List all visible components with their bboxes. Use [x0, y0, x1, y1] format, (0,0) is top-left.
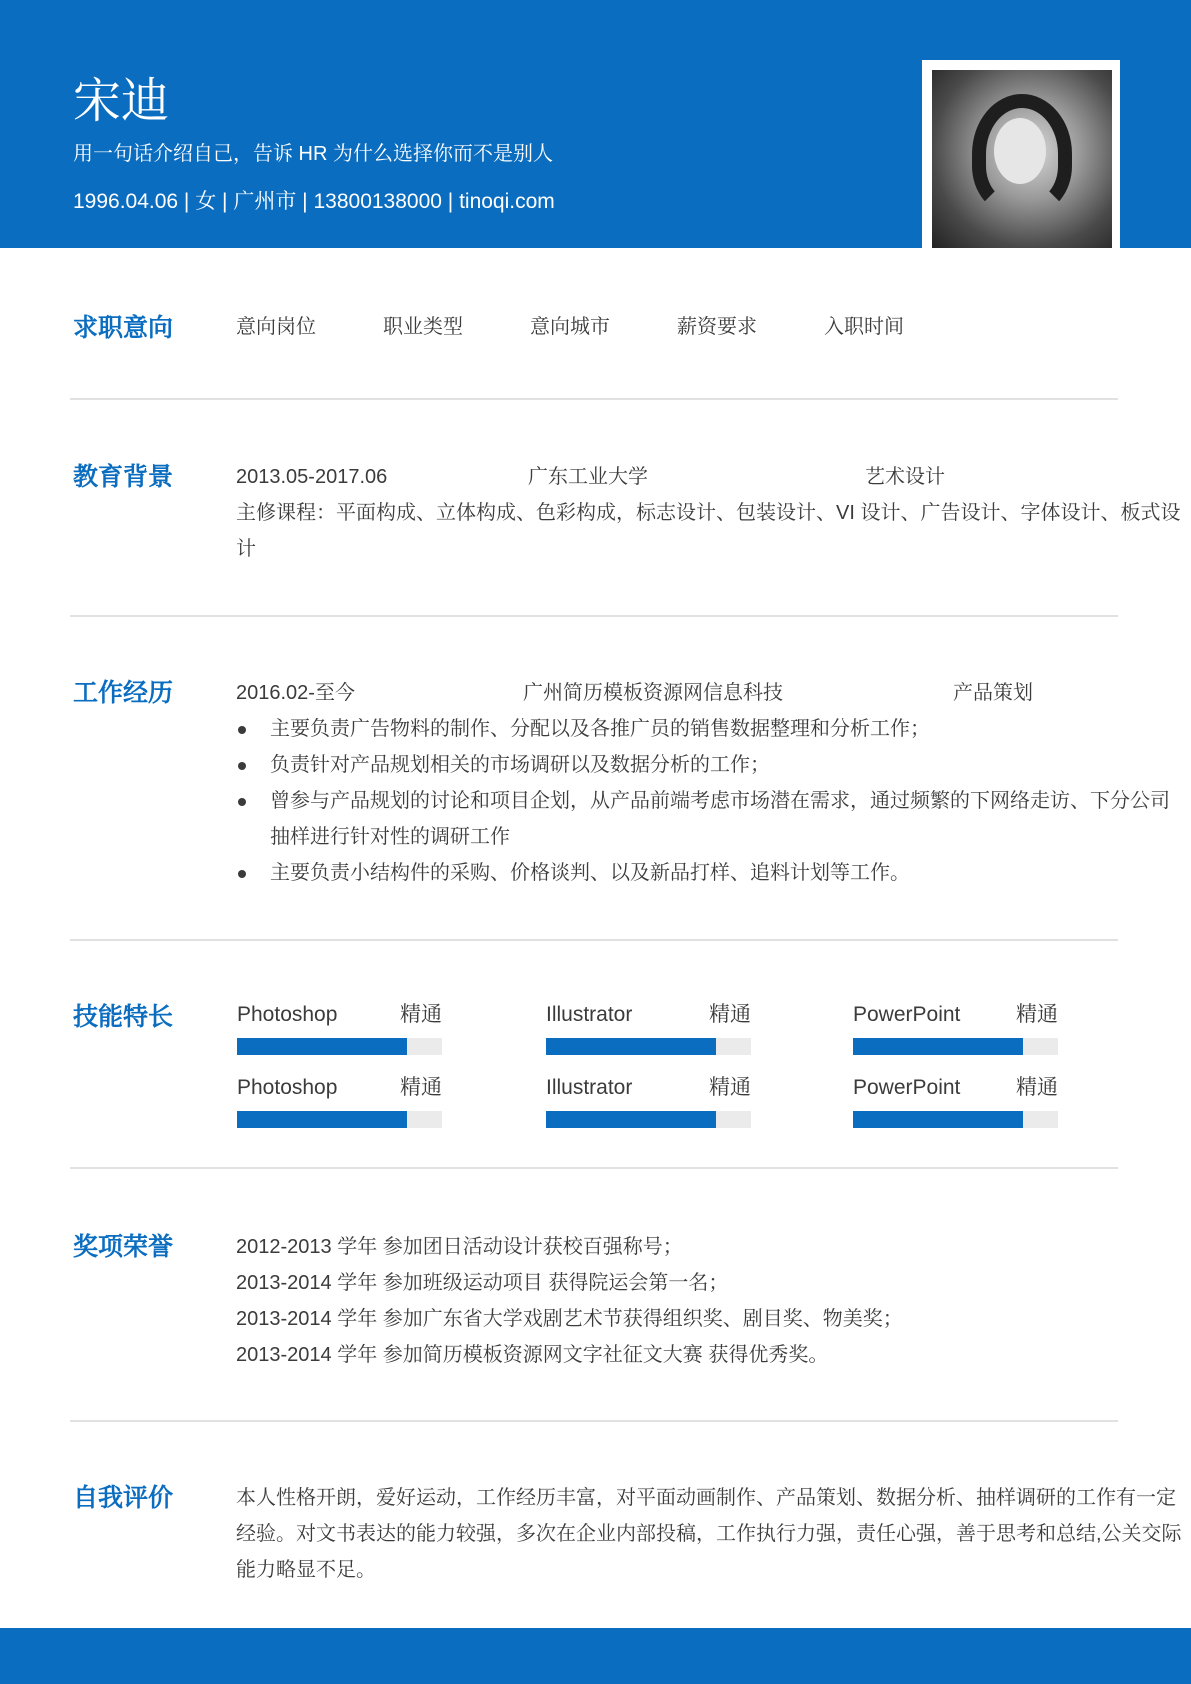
skill-item [237, 1073, 442, 1129]
divider [70, 1167, 1118, 1169]
skill-level: 精通 [709, 1003, 751, 1026]
work-period: 2016.02-至今 [236, 682, 355, 704]
list-item: 2012-2013 学年 参加团日活动设计获校百强称号； [236, 1236, 683, 1258]
skill-name: PowerPoint [853, 1003, 961, 1026]
skill-bar-fill [546, 1111, 716, 1128]
photo-frame [922, 60, 1120, 248]
skill-level: 精通 [1016, 1076, 1058, 1099]
divider [70, 615, 1118, 617]
skill-bar [853, 1038, 1058, 1055]
education-courses: 主修课程：平面构成、立体构成、色彩构成，标志设计、包装设计、VI 设计、广告设计、字体设计、板式设计 [236, 502, 1181, 560]
skill-level: 精通 [709, 1076, 751, 1099]
skill-item [546, 1000, 751, 1056]
bullet-icon [238, 870, 246, 878]
skill-bar [237, 1111, 442, 1128]
skill-name: PowerPoint [853, 1076, 961, 1099]
bullet-icon [238, 726, 246, 734]
skill-bar-fill [237, 1111, 407, 1128]
skill-item [546, 1073, 751, 1129]
section-title-self-eval: 自我评价 [73, 1484, 174, 1512]
section-title-job-intent: 求职意向 [73, 314, 174, 342]
footer-bar [0, 1628, 1191, 1684]
list-item: 主要负责小结构件的采购、价格谈判、以及新品打样、追料计划等工作。 [236, 855, 1186, 891]
skill-bar-fill [237, 1038, 407, 1055]
list-item: 主要负责广告物料的制作、分配以及各推广员的销售数据整理和分析工作； [236, 711, 1186, 747]
job-intent-position: 意向岗位 [236, 316, 316, 338]
skill-bar-fill [853, 1111, 1023, 1128]
work-company: 广州简历模板资源网信息科技 [523, 682, 783, 704]
skill-name: Photoshop [237, 1076, 338, 1099]
skill-level: 精通 [400, 1003, 442, 1026]
skill-bar [853, 1111, 1058, 1128]
section-title-awards: 奖项荣誉 [73, 1233, 174, 1261]
section-title-skills: 技能特长 [73, 1003, 174, 1031]
skill-bar [546, 1111, 751, 1128]
profile-photo [932, 70, 1112, 248]
skill-level: 精通 [1016, 1003, 1058, 1026]
skill-name: Illustrator [546, 1003, 633, 1026]
job-intent-section [73, 311, 1118, 351]
skill-bar-fill [546, 1038, 716, 1055]
education-major: 艺术设计 [865, 466, 945, 488]
work-section [73, 676, 1170, 896]
section-title-education: 教育背景 [73, 463, 174, 491]
skill-item [853, 1073, 1058, 1129]
job-intent-type: 职业类型 [383, 316, 463, 338]
bullet-icon [238, 762, 246, 770]
divider [70, 398, 1118, 400]
self-eval-section [73, 1481, 1182, 1601]
skill-name: Illustrator [546, 1076, 633, 1099]
list-item: 负责针对产品规划相关的市场调研以及数据分析的工作； [236, 747, 1186, 783]
applicant-name: 宋迪 [73, 75, 170, 128]
skill-item [237, 1000, 442, 1056]
work-position: 产品策划 [953, 682, 1033, 704]
self-eval-text: 本人性格开朗，爱好运动，工作经历丰富，对平面动画制作、产品策划、数据分析、抽样调研的工作有一定经验。对文书表达的能力较强，多次在企业内部投稿，工作执行力强，责任心强，善于思考和总结,公关交际能力略显不足。 [236, 1487, 1182, 1581]
job-intent-start: 入职时间 [824, 316, 904, 338]
skill-bar-fill [853, 1038, 1023, 1055]
bullet-icon [238, 798, 246, 806]
resume-header [0, 0, 1191, 248]
contact-info: 1996.04.06 | 女 | 广州市 | 13800138000 | tinoqi.com [73, 190, 555, 213]
tagline: 用一句话介绍自己，告诉 HR 为什么选择你而不是别人 [73, 143, 553, 165]
skill-name: Photoshop [237, 1003, 338, 1026]
list-item: 曾参与产品规划的讨论和项目企划，从产品前端考虑市场潜在需求，通过频繁的下网络走访、下分公司抽样进行针对性的调研工作 [236, 783, 1186, 855]
skill-bar [546, 1038, 751, 1055]
awards-section [73, 1230, 1118, 1380]
job-intent-salary: 薪资要求 [677, 316, 757, 338]
work-duties-list [236, 711, 1186, 891]
list-item: 2013-2014 学年 参加广东省大学戏剧艺术节获得组织奖、剧目奖、物美奖； [236, 1308, 903, 1330]
education-period: 2013.05-2017.06 [236, 466, 388, 488]
list-item: 2013-2014 学年 参加简历模板资源网文字社征文大赛 获得优秀奖。 [236, 1344, 829, 1366]
divider [70, 939, 1118, 941]
skill-level: 精通 [400, 1076, 442, 1099]
skills-section [73, 1000, 1118, 1130]
awards-list [236, 1229, 1186, 1373]
list-item: 2013-2014 学年 参加班级运动项目 获得院运会第一名； [236, 1272, 729, 1294]
skill-item [853, 1000, 1058, 1056]
skill-bar [237, 1038, 442, 1055]
job-intent-city: 意向城市 [530, 316, 610, 338]
education-section [73, 460, 1181, 570]
divider [70, 1420, 1118, 1422]
section-title-work: 工作经历 [73, 679, 174, 707]
education-school: 广东工业大学 [528, 466, 648, 488]
